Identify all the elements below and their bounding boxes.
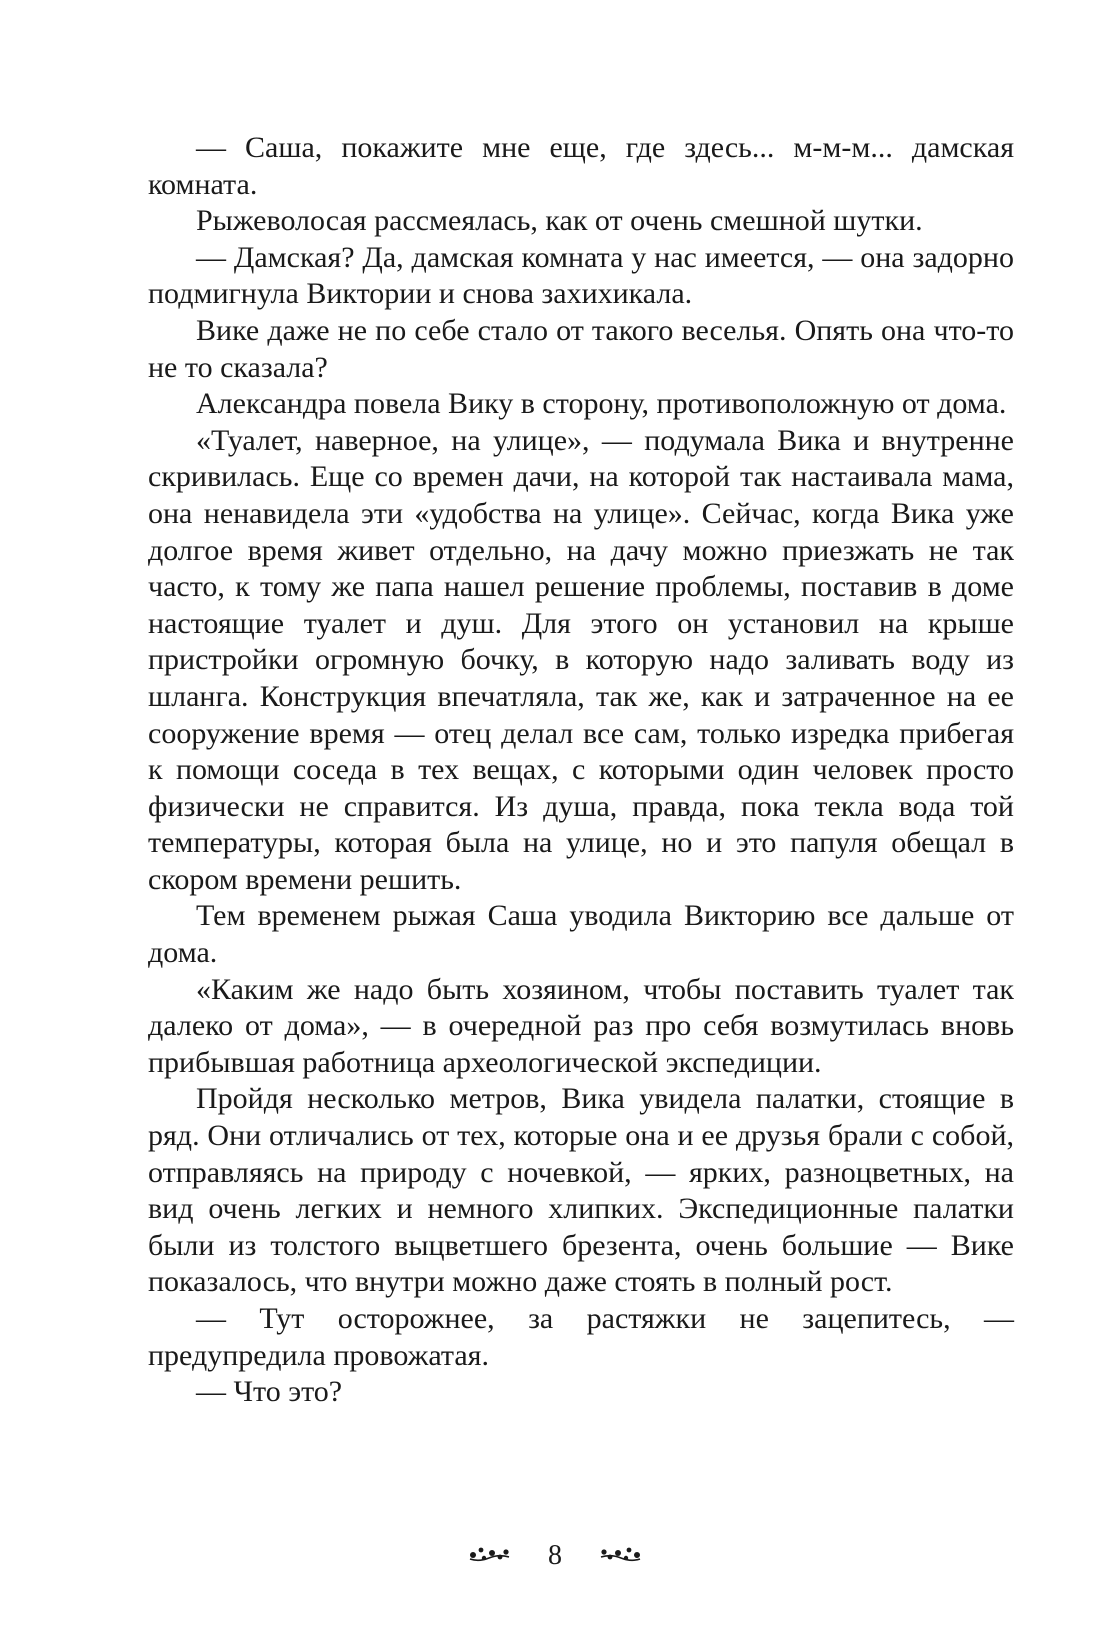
page-footer [0,1538,1110,1572]
paragraph: — Саша, покажите мне еще, где здесь... м-м-м... дамская комната. [148,131,1014,201]
paragraph: Пройдя несколько метров, Вика увидела палатки, стоящие в ряд. Они отличались от тех, которые она и ее друзья брали с собой, отправляясь на природу с ночевкой, — ярких, разноцветных, на вид очень легких и немного хлипких. Экспедиционные палатки были из толстого выцветшего брезента, очень большие — Вике показалось, что внутри можно даже стоять в полный рост. [148,1082,1014,1299]
paragraph: Александра повела Вику в сторону, противоположную от дома. [196,387,1007,421]
paragraph: — Тут осторожнее, за растяжки не зацепитесь, — предупредила провожатая. [148,1302,1014,1372]
body-text [148,130,1014,1411]
paragraph: Вике даже не по себе стало от такого веселья. Опять она что-то не то сказала? [148,313,1014,384]
paragraph: «Каким же надо быть хозяином, чтобы поставить туалет так далеко от дома», — в очередной раз про себя возмутилась вновь прибывшая работница археологической экспедиции. [148,972,1014,1079]
page-number: 8 [548,1539,562,1571]
paragraph: Тем временем рыжая Саша уводила Викторию все дальше от дома. [148,899,1014,970]
floral-ornament-right-icon [599,1540,643,1572]
paragraph: — Что это? [196,1375,343,1409]
floral-ornament-left-icon [467,1540,511,1572]
paragraph: — Дамская? Да, дамская комната у нас имеется, — она задорно подмигнула Виктории и снова захихикала. [148,240,1014,311]
paragraph: Рыжеволосая рассмеялась, как от очень смешной шутки. [196,204,923,238]
paragraph: «Туалет, наверное, на улице», — подумала Вика и внутренне скривилась. Еще со времен дачи, на которой так настаивала мама, она ненавидела эти «удобства на улице». Сейчас, когда Вика уже долгое время живет отдельно, на дачу можно приезжать не так часто, к тому же папа нашел решение проблемы, поставив в доме настоящие туалет и душ. Для этого он установил на крыше пристройки огромную бочку, в которую надо заливать воду из шланга. Конструкция впечатляла, так же, как и затраченное на ее сооружение время — отец делал все сам, только изредка прибегая к помощи соседа в тех вещах, с которыми один человек просто физически не справится. Из душа, правда, пока текла вода той температуры, которая была на улице, но и это папуля обещал в скором времени решить. [148,423,1014,896]
